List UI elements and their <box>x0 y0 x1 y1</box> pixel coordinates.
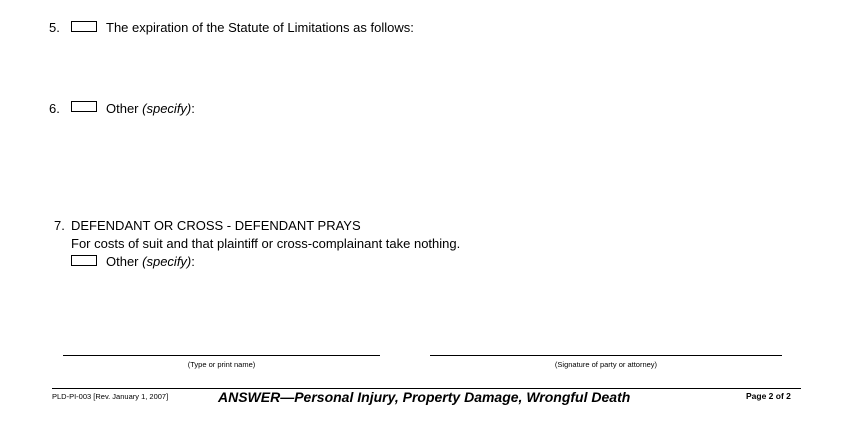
print-name-caption: (Type or print name) <box>187 360 256 369</box>
signature-line[interactable] <box>430 355 782 356</box>
item-6-other-label: Other <box>106 101 139 116</box>
form-title: ANSWER—Personal Injury, Property Damage, Wrongful Death <box>218 389 631 405</box>
item-7-other-text <box>106 254 195 269</box>
print-name-line[interactable] <box>63 355 380 356</box>
page-number: Page 2 of 2 <box>746 391 791 401</box>
item-6-colon: : <box>191 101 195 116</box>
item-7-heading: DEFENDANT OR CROSS - DEFENDANT PRAYS <box>71 218 361 233</box>
item-6-checkbox[interactable] <box>71 101 97 112</box>
form-id: PLD-PI-003 [Rev. January 1, 2007] <box>52 392 169 401</box>
item-7-specify: (specify) <box>142 254 192 269</box>
item-6-specify: (specify) <box>142 101 192 116</box>
item-5-checkbox[interactable] <box>71 21 97 32</box>
item-7-other-label: Other <box>106 254 139 269</box>
item-7-number: 7. <box>54 218 65 233</box>
item-5-number: 5. <box>49 20 60 35</box>
item-6-text <box>106 101 195 116</box>
signature-caption: (Signature of party or attorney) <box>554 360 658 369</box>
item-6-number: 6. <box>49 101 60 116</box>
item-7-other-checkbox[interactable] <box>71 255 97 266</box>
item-7-colon: : <box>191 254 195 269</box>
item-7-costs-text: For costs of suit and that plaintiff or cross-complainant take nothing. <box>71 236 461 251</box>
item-5-text: The expiration of the Statute of Limitations as follows: <box>106 20 414 35</box>
